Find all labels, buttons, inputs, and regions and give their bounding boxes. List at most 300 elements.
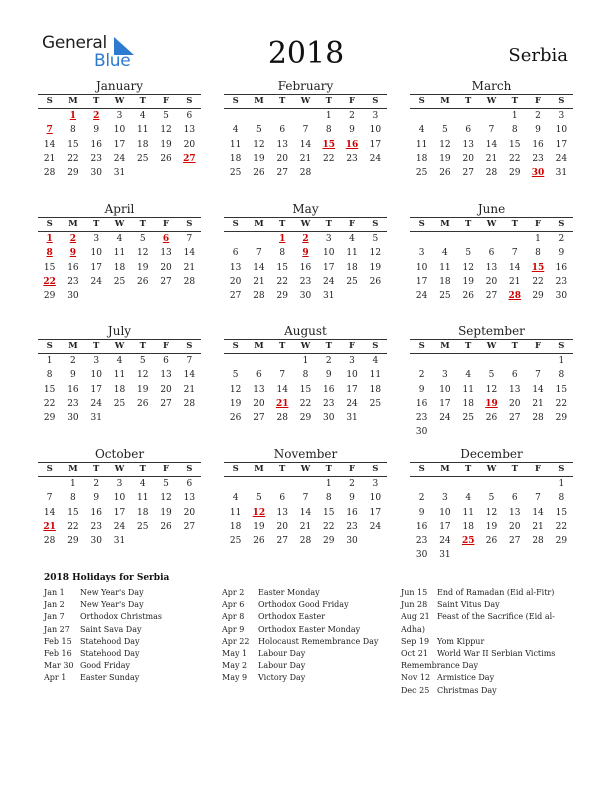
day-cell: 3 <box>558 111 565 121</box>
holiday-name: New Year's Day <box>80 588 144 597</box>
holiday-name: Orthodox Christmas <box>80 612 162 622</box>
day-cell: 2 <box>418 370 425 381</box>
day-cell: 25 <box>229 536 242 547</box>
day-cell: 12 <box>462 262 474 273</box>
day-cell: 5 <box>256 493 262 504</box>
day-cell: 29 <box>323 536 335 547</box>
holiday-day-cell: 21 <box>275 398 289 409</box>
weekday-header <box>224 339 387 354</box>
holiday-date: May 1 <box>222 649 248 659</box>
day-cell: 17 <box>90 384 102 395</box>
day-cell: 17 <box>90 262 102 273</box>
day-cell: 12 <box>369 248 382 259</box>
holiday-day-cell: 9 <box>302 248 309 259</box>
week-row <box>410 166 573 180</box>
holidays-heading: 2018 Holidays for Serbia <box>44 573 170 583</box>
week-row <box>410 477 573 491</box>
day-cell: 8 <box>511 125 518 136</box>
day-cell: 28 <box>276 413 288 424</box>
weekday-label: W <box>300 219 311 229</box>
holiday-day-cell: 22 <box>43 276 56 287</box>
weekday-label: T <box>325 219 332 229</box>
holiday-name: Yom Kippur <box>437 636 485 646</box>
day-cell: 25 <box>415 168 428 179</box>
month-name: February <box>277 79 334 93</box>
week-row <box>410 425 573 439</box>
weekday-label: S <box>46 464 53 474</box>
day-cell: 12 <box>160 125 172 136</box>
day-cell: 25 <box>137 521 149 532</box>
day-cell: 31 <box>90 413 102 424</box>
holiday-item <box>44 611 214 623</box>
day-cell: 24 <box>113 153 126 164</box>
day-cell: 12 <box>485 507 498 518</box>
day-cell: 24 <box>555 153 568 164</box>
weekday-label: T <box>465 96 472 106</box>
weekday-label: T <box>139 341 146 351</box>
day-cell: 11 <box>415 139 428 150</box>
day-cell: 23 <box>532 153 544 164</box>
weekday-label: S <box>232 219 239 229</box>
weekday-label: S <box>372 219 379 229</box>
week-row <box>38 246 201 260</box>
weekday-label: S <box>418 96 425 106</box>
day-cell: 11 <box>137 493 149 504</box>
day-cell: 13 <box>462 139 474 150</box>
empty-day-cell <box>457 232 480 246</box>
day-cell: 14 <box>509 262 521 273</box>
day-cell: 4 <box>116 234 123 244</box>
weekday-label: F <box>163 341 170 351</box>
holiday-name: End of Ramadan (Eid al-Fitr) <box>437 588 555 597</box>
day-cell: 30 <box>299 291 312 302</box>
empty-day-cell <box>38 477 61 491</box>
day-cell: 28 <box>299 168 312 179</box>
weekday-label: T <box>93 219 100 229</box>
empty-day-cell <box>457 477 480 491</box>
weekday-header <box>224 94 387 109</box>
day-cell: 6 <box>511 370 518 381</box>
holiday-item <box>44 599 214 611</box>
weekday-label: M <box>68 96 78 106</box>
holiday-column <box>401 587 561 697</box>
day-cell: 24 <box>90 398 102 409</box>
day-cell: 18 <box>113 384 126 395</box>
empty-day-cell <box>433 425 456 439</box>
day-cell: 25 <box>113 398 126 409</box>
holiday-date: Apr 1 <box>44 673 67 683</box>
day-cell: 13 <box>160 248 172 259</box>
day-cell: 24 <box>90 276 102 287</box>
holiday-item <box>401 599 561 611</box>
day-cell: 27 <box>160 398 172 409</box>
day-cell: 27 <box>229 291 242 302</box>
day-cell: 5 <box>488 370 495 381</box>
holiday-day-cell: 28 <box>508 291 522 302</box>
holiday-name: Labour Day <box>258 649 306 659</box>
day-cell: 28 <box>43 536 56 547</box>
day-cell: 27 <box>160 276 172 287</box>
holiday-name: Statehood Day <box>80 649 140 659</box>
day-cell: 10 <box>555 125 568 136</box>
week-row <box>410 368 573 382</box>
day-cell: 25 <box>369 398 382 409</box>
weekday-header <box>38 94 201 109</box>
weekday-label: S <box>46 219 53 229</box>
weekday-label: F <box>349 219 356 229</box>
day-cell: 16 <box>90 507 102 518</box>
day-cell: 26 <box>369 276 382 287</box>
empty-day-cell <box>503 477 526 491</box>
day-cell: 21 <box>485 153 498 164</box>
day-cell: 7 <box>302 493 309 504</box>
empty-day-cell <box>247 232 270 246</box>
day-cell: 12 <box>160 493 172 504</box>
day-cell: 19 <box>137 262 149 273</box>
day-cell: 12 <box>229 384 242 395</box>
holiday-day-cell: 2 <box>302 234 309 244</box>
week-row <box>410 383 573 397</box>
day-cell: 2 <box>535 111 541 121</box>
day-cell: 20 <box>160 262 172 273</box>
month-name: August <box>284 324 327 338</box>
month-name: July <box>107 324 132 338</box>
empty-day-cell <box>526 477 549 491</box>
day-cell: 5 <box>163 111 169 121</box>
week-row <box>410 109 573 123</box>
day-cell: 30 <box>323 413 335 424</box>
day-cell: 30 <box>346 536 358 547</box>
day-cell: 17 <box>439 521 451 532</box>
weekday-label: F <box>349 341 356 351</box>
empty-day-cell <box>317 166 340 180</box>
weekday-label: S <box>46 96 53 106</box>
day-cell: 4 <box>232 493 239 504</box>
holiday-date: Aug 21 <box>401 612 430 622</box>
day-cell: 7 <box>535 493 541 504</box>
holiday-item <box>44 624 214 636</box>
day-cell: 10 <box>439 384 451 395</box>
day-cell: 31 <box>113 168 126 179</box>
day-cell: 2 <box>558 234 565 244</box>
day-cell: 4 <box>349 234 355 244</box>
empty-day-cell <box>410 109 433 123</box>
day-cell: 9 <box>93 493 100 504</box>
holiday-day-cell: 21 <box>43 521 56 532</box>
weekday-label: M <box>440 96 450 106</box>
day-cell: 3 <box>372 111 379 121</box>
empty-day-cell <box>108 289 131 303</box>
day-cell: 1 <box>325 479 332 489</box>
holiday-item <box>401 636 561 648</box>
empty-day-cell <box>178 166 201 180</box>
month-november <box>224 447 387 548</box>
holiday-date: Apr 8 <box>222 612 245 622</box>
day-cell: 23 <box>90 521 102 532</box>
week-row <box>410 123 573 137</box>
day-cell: 21 <box>299 153 312 164</box>
week-row <box>410 152 573 166</box>
day-cell: 18 <box>462 398 474 409</box>
day-cell: 8 <box>302 370 309 381</box>
month-august <box>224 324 387 425</box>
day-cell: 29 <box>555 536 568 547</box>
day-cell: 11 <box>229 139 242 150</box>
day-cell: 29 <box>43 413 56 424</box>
holiday-date: May 9 <box>222 673 248 683</box>
holiday-date: Sep 19 <box>401 636 430 646</box>
holiday-column <box>222 587 392 685</box>
week-row <box>224 354 387 368</box>
day-cell: 1 <box>302 356 309 366</box>
day-cell: 17 <box>346 384 358 395</box>
day-cell: 4 <box>139 111 146 121</box>
day-cell: 24 <box>439 536 451 547</box>
weekday-label: S <box>372 96 379 106</box>
day-cell: 27 <box>253 413 265 424</box>
day-cell: 8 <box>325 493 332 504</box>
holiday-date: Jan 27 <box>44 624 70 634</box>
holiday-day-cell: 16 <box>345 139 359 150</box>
day-cell: 30 <box>67 291 79 302</box>
holiday-item <box>401 611 561 635</box>
day-cell: 13 <box>183 493 196 504</box>
page-title-country: Serbia <box>508 45 568 66</box>
day-cell: 8 <box>46 370 53 381</box>
day-cell: 8 <box>279 248 286 259</box>
day-cell: 22 <box>67 521 79 532</box>
day-cell: 16 <box>346 507 358 518</box>
empty-day-cell <box>224 109 247 123</box>
holiday-name: World War II Serbian Victims Remembrance Day <box>401 649 556 671</box>
day-cell: 13 <box>485 262 498 273</box>
month-name: March <box>471 79 512 93</box>
day-cell: 6 <box>488 248 495 259</box>
week-row <box>224 261 387 275</box>
day-cell: 4 <box>116 356 123 366</box>
empty-day-cell <box>480 548 503 562</box>
day-cell: 27 <box>509 413 521 424</box>
day-cell: 3 <box>325 234 332 244</box>
week-row <box>224 477 387 491</box>
day-cell: 15 <box>509 139 521 150</box>
holiday-name: Armistice Day <box>437 673 495 683</box>
empty-day-cell <box>247 109 270 123</box>
weekday-label: M <box>440 219 450 229</box>
week-row <box>224 246 387 260</box>
week-row <box>224 138 387 152</box>
empty-day-cell <box>364 534 387 548</box>
day-cell: 16 <box>415 521 428 532</box>
day-cell: 9 <box>349 493 355 504</box>
weekday-label: S <box>232 96 239 106</box>
empty-day-cell <box>457 425 480 439</box>
day-cell: 26 <box>160 153 172 164</box>
holiday-day-cell: 15 <box>322 139 336 150</box>
empty-day-cell <box>433 477 456 491</box>
day-cell: 9 <box>93 125 100 136</box>
day-cell: 31 <box>346 413 358 424</box>
week-row <box>410 261 573 275</box>
day-cell: 29 <box>509 168 521 179</box>
day-cell: 24 <box>439 413 451 424</box>
weekday-label: F <box>163 96 170 106</box>
holiday-day-cell: 9 <box>69 248 77 259</box>
week-row <box>410 289 573 303</box>
day-cell: 26 <box>439 168 451 179</box>
empty-day-cell <box>526 425 549 439</box>
day-cell: 29 <box>67 536 79 547</box>
holiday-date: Oct 21 <box>401 649 428 659</box>
empty-day-cell <box>154 534 177 548</box>
day-cell: 3 <box>93 234 100 244</box>
day-cell: 19 <box>369 262 382 273</box>
holiday-date: Apr 2 <box>222 588 245 597</box>
day-cell: 22 <box>43 398 56 409</box>
holiday-day-cell: 8 <box>46 248 53 259</box>
empty-day-cell <box>480 109 503 123</box>
day-cell: 17 <box>555 139 568 150</box>
holiday-name: Good Friday <box>80 661 131 671</box>
week-row <box>224 520 387 534</box>
empty-day-cell <box>550 425 573 439</box>
day-cell: 13 <box>276 139 288 150</box>
day-cell: 13 <box>509 507 521 518</box>
day-cell: 13 <box>160 370 172 381</box>
weekday-label: S <box>558 219 565 229</box>
weekday-header <box>38 462 201 477</box>
empty-day-cell <box>410 354 433 368</box>
day-cell: 13 <box>229 262 242 273</box>
day-cell: 23 <box>323 398 335 409</box>
holiday-day-cell: 1 <box>46 234 53 244</box>
weekday-label: T <box>279 341 286 351</box>
empty-day-cell <box>364 411 387 425</box>
weekday-label: S <box>46 341 53 351</box>
holiday-item <box>401 648 561 672</box>
day-cell: 11 <box>137 125 149 136</box>
weekday-label: W <box>486 341 497 351</box>
weekday-label: F <box>535 96 542 106</box>
holiday-date: Apr 9 <box>222 624 245 634</box>
holiday-item <box>44 636 214 648</box>
empty-day-cell <box>154 411 177 425</box>
day-cell: 10 <box>90 370 102 381</box>
day-cell: 7 <box>186 234 193 244</box>
day-cell: 23 <box>67 398 79 409</box>
day-cell: 10 <box>323 248 335 259</box>
month-name: September <box>458 324 525 338</box>
day-cell: 14 <box>253 262 265 273</box>
empty-day-cell <box>271 109 294 123</box>
weekday-label: T <box>465 464 472 474</box>
day-cell: 3 <box>418 248 425 259</box>
day-cell: 18 <box>113 262 126 273</box>
day-cell: 5 <box>465 248 472 259</box>
week-row <box>410 548 573 562</box>
day-cell: 19 <box>439 153 451 164</box>
weekday-label: S <box>372 341 379 351</box>
day-cell: 22 <box>509 153 521 164</box>
day-cell: 24 <box>369 153 382 164</box>
day-cell: 7 <box>279 370 286 381</box>
day-cell: 15 <box>67 139 79 150</box>
day-cell: 3 <box>349 356 355 366</box>
weekday-label: T <box>325 96 332 106</box>
weekday-label: M <box>254 464 264 474</box>
weekday-label: M <box>68 341 78 351</box>
day-cell: 28 <box>485 168 498 179</box>
day-cell: 29 <box>555 413 568 424</box>
day-cell: 1 <box>70 479 76 489</box>
weekday-header <box>410 339 573 354</box>
weekday-label: W <box>486 464 497 474</box>
week-row <box>410 232 573 246</box>
day-cell: 18 <box>229 153 242 164</box>
holiday-item <box>222 636 392 648</box>
holiday-name: Orthodox Easter <box>258 612 326 622</box>
day-cell: 22 <box>555 398 568 409</box>
week-row <box>410 354 573 368</box>
day-cell: 9 <box>325 370 332 381</box>
day-cell: 27 <box>276 168 288 179</box>
day-cell: 22 <box>67 153 79 164</box>
holiday-day-cell: 6 <box>162 234 170 244</box>
day-cell: 15 <box>323 507 335 518</box>
holiday-item <box>222 599 392 611</box>
day-cell: 31 <box>439 550 451 561</box>
day-cell: 14 <box>43 507 56 518</box>
day-cell: 11 <box>229 507 242 518</box>
day-cell: 18 <box>369 384 382 395</box>
day-cell: 6 <box>279 125 286 136</box>
holiday-name: Orthodox Good Friday <box>258 600 349 610</box>
holiday-item <box>401 672 561 684</box>
day-cell: 16 <box>415 398 428 409</box>
day-cell: 25 <box>439 291 451 302</box>
holiday-item <box>222 587 392 599</box>
holiday-date: Apr 22 <box>222 636 250 646</box>
holiday-date: Mar 30 <box>44 661 74 671</box>
week-row <box>224 491 387 505</box>
day-cell: 27 <box>509 536 521 547</box>
logo-text-bottom: Blue <box>94 51 131 71</box>
day-cell: 17 <box>323 262 335 273</box>
day-cell: 21 <box>183 384 196 395</box>
day-cell: 17 <box>415 276 428 287</box>
holiday-date: Jan 7 <box>44 612 65 622</box>
day-cell: 12 <box>485 384 498 395</box>
week-row <box>38 368 201 382</box>
week-row <box>38 261 201 275</box>
weekday-label: M <box>68 219 78 229</box>
holiday-date: Nov 12 <box>401 673 431 683</box>
weekday-label: T <box>93 464 100 474</box>
empty-day-cell <box>38 109 61 123</box>
day-cell: 13 <box>509 384 521 395</box>
week-row <box>410 397 573 411</box>
holiday-day-cell: 30 <box>531 168 545 179</box>
holiday-date: Jun 28 <box>401 600 428 610</box>
day-cell: 31 <box>555 168 568 179</box>
day-cell: 18 <box>137 507 149 518</box>
empty-day-cell <box>131 166 154 180</box>
day-cell: 10 <box>90 248 102 259</box>
day-cell: 24 <box>415 291 428 302</box>
day-cell: 15 <box>555 384 568 395</box>
day-cell: 8 <box>535 248 541 259</box>
day-cell: 17 <box>369 139 382 150</box>
